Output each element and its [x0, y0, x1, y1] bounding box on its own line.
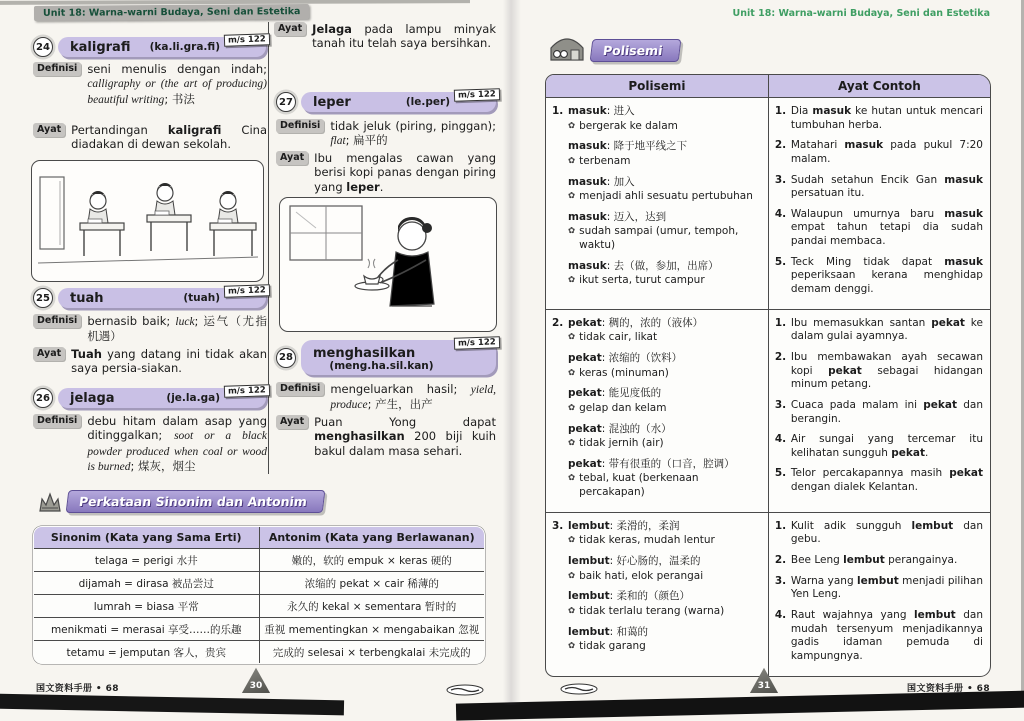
entry-number-badge: 25 — [33, 288, 53, 308]
entry-number-badge: 26 — [33, 388, 53, 408]
ayat-example — [775, 433, 983, 460]
synonym-antonym-table — [33, 526, 485, 664]
ayat-number: 1. — [774, 316, 787, 329]
ayat-number: 1. — [774, 105, 787, 117]
antonym-cell: 完成的 selesai × terbengkalai 未完成的 — [259, 641, 485, 664]
definisi-block — [33, 62, 267, 107]
ayat-example — [775, 575, 983, 602]
ayat-example — [775, 520, 983, 547]
headword: kaligrafi — [70, 39, 131, 55]
headword-pill — [58, 385, 267, 408]
ayat-example — [775, 609, 983, 664]
flower-bullet-icon: ✿ — [568, 605, 576, 616]
publisher-logo — [560, 683, 598, 695]
definisi-text: mengeluarkan hasil; yield, produce; 产生，出产 — [330, 382, 496, 412]
classroom-illustration — [31, 160, 264, 282]
antonym-cell: 嫩的，软的 empuk × keras 硬的 — [259, 549, 485, 572]
ayat-text: Ibu mengalas cawan yang berisi kopi panas dengan piring yang leper. — [314, 151, 496, 194]
gloss-text: keras (minuman) — [579, 366, 669, 379]
ayat-sentence: Warna yang lembut menjadi pilihan Yen Leng. — [790, 574, 983, 601]
polisemi-ayat-cell — [769, 310, 990, 512]
ayat-number: 4. — [774, 608, 787, 621]
sense-text: pekat: 混浊的（水） — [568, 422, 672, 435]
pronunciation: (le.per) — [405, 96, 450, 108]
definisi-label: Definisi — [33, 414, 81, 428]
synonym-column-header: Sinonim (Kata yang Sama Erti) — [34, 527, 260, 549]
headword-pill — [58, 285, 267, 308]
ayat-sentence: Dia masuk ke hutan untuk mencari tumbuhan herba. — [790, 105, 983, 131]
row-number — [552, 211, 568, 253]
ayat-number: 2. — [774, 139, 787, 152]
row-number — [552, 176, 568, 204]
row-number — [552, 458, 568, 500]
sense-item — [552, 317, 761, 345]
ayat-sentence: Sudah setahun Encik Gan masuk persatuan itu. — [790, 173, 983, 200]
definisi-text: tidak jeluk (piring, pinggan); flat; 扁平的 — [330, 119, 496, 148]
sense-item — [552, 176, 761, 204]
entry-number-badge: 27 — [276, 92, 296, 112]
row-number — [552, 352, 568, 380]
entry-menghasilkan — [276, 337, 497, 375]
synonym-section-banner — [37, 490, 324, 513]
sense-text: lembut: 柔滑的，柔润 — [568, 519, 680, 532]
sense-text: masuk: 迈入，达到 — [568, 210, 667, 223]
ayat-block — [33, 347, 267, 376]
ayat-block-jelaga — [274, 22, 496, 51]
row-number — [552, 260, 568, 288]
ayat-sentence: Matahari masuk pada pukul 7:20 malam. — [790, 139, 983, 165]
polisemi-senses-cell — [546, 513, 769, 676]
sense-text: lembut: 好心肠的，温柔的 — [568, 555, 701, 568]
scan-edge-bottom-right — [456, 690, 1024, 720]
sense-text: masuk: 加入 — [568, 175, 635, 188]
ayat-example — [775, 208, 983, 249]
polisemi-row — [546, 310, 990, 513]
ayat-block — [33, 123, 267, 152]
row-number: 3. — [552, 519, 564, 532]
page-ref-tag: m/s 122 — [454, 336, 500, 350]
ayat-example — [775, 139, 983, 166]
headword-pill — [301, 337, 497, 375]
book-spine — [503, 0, 521, 705]
publisher-logo — [446, 684, 484, 696]
synonym-antonym-row — [34, 618, 485, 641]
ayat-sentence: Walaupun umurnya baru masuk empat tahun tetapi dia sudah pandai membaca. — [790, 207, 983, 248]
pronunciation: (tuah) — [183, 292, 220, 304]
gloss-text: ikut serta, turut campur — [579, 274, 705, 287]
ayat-label: Ayat — [276, 415, 308, 429]
sense-text: pekat: 能见度低的 — [568, 387, 662, 400]
synonym-antonym-row — [34, 549, 485, 572]
sense-text: masuk: 去（做，参加，出席） — [568, 259, 719, 272]
flower-bullet-icon: ✿ — [568, 275, 576, 286]
polisemi-section-banner — [547, 34, 680, 62]
ayat-number: 4. — [774, 433, 787, 446]
ayat-sentence: Kulit adik sungguh lembut dan gebu. — [790, 519, 983, 546]
ayat-number: 5. — [774, 255, 787, 268]
pronunciation: (ka.li.gra.fi) — [149, 41, 220, 53]
sense-text: masuk: 降于地平线之下 — [568, 140, 688, 153]
ayat-sentence: Air sungai yang tercemar itu kelihatan sungguh pekat. — [790, 433, 983, 459]
ayat-block — [276, 415, 496, 458]
gloss-text: bergerak ke dalam — [579, 119, 678, 132]
sense-text: pekat: 带有很重的（口音，腔调） — [568, 457, 735, 470]
gloss-text: tidak keras, mudah lentur — [579, 534, 715, 547]
flower-bullet-icon: ✿ — [568, 641, 576, 652]
sense-item — [552, 211, 761, 253]
synonym-antonym-row — [34, 595, 485, 618]
ayat-label: Ayat — [274, 22, 306, 36]
sense-item — [552, 458, 761, 500]
gloss-text: gelap dan kelam — [579, 401, 667, 414]
page-tab-number: 31 — [757, 681, 771, 691]
entry-leper — [276, 89, 497, 112]
row-number: 1. — [552, 105, 564, 117]
flower-bullet-icon: ✿ — [568, 570, 576, 581]
headword-pill — [58, 34, 267, 57]
gloss-text: tidak terlalu terang (warna) — [579, 604, 725, 617]
ayat-label: Ayat — [33, 123, 65, 137]
gloss-text: tidak garang — [579, 640, 646, 653]
ayat-example — [775, 351, 983, 392]
polisemi-senses-cell — [546, 310, 769, 512]
flower-bullet-icon: ✿ — [568, 367, 576, 378]
headword: menghasilkan — [313, 346, 416, 361]
ayat-example — [775, 174, 983, 201]
synonym-cell: lumrah = biasa 平常 — [34, 595, 260, 618]
ayat-block — [276, 151, 496, 194]
sense-item — [552, 352, 761, 380]
ayat-contoh-column-header: Ayat Contoh — [838, 79, 921, 93]
gloss-text: terbenam — [579, 154, 631, 167]
section-title: Perkataan Sinonim dan Antonim — [66, 490, 326, 513]
ayat-example — [775, 467, 983, 494]
polisemi-row — [546, 513, 990, 676]
polisemi-ayat-cell — [769, 513, 990, 676]
ayat-sentence: Teck Ming tidak dapat masuk peperiksaan kerana menghidap demam denggi. — [790, 255, 983, 296]
polisemi-row — [546, 98, 990, 310]
ayat-text: Jelaga pada lampu minyak tanah itu telah saya bersihkan. — [312, 22, 496, 51]
definisi-block — [33, 314, 267, 344]
pronunciation: (meng.ha.sil.kan) — [329, 360, 434, 372]
sense-item — [552, 555, 761, 583]
pronunciation: (je.la.ga) — [166, 392, 220, 404]
row-number — [552, 590, 568, 618]
ayat-sentence: Ibu membawakan ayah secawan kopi pekat sebagai hidangan minum petang. — [790, 350, 983, 391]
ayat-number: 4. — [774, 207, 787, 220]
polisemi-table-header — [546, 75, 990, 98]
ayat-number: 5. — [774, 467, 787, 480]
sense-text: pekat: 浓缩的（饮料） — [568, 351, 683, 364]
unit-header-left: Unit 18: Warna-warni Budaya, Seni dan Estetika — [34, 4, 310, 21]
headword-pill — [301, 89, 497, 112]
headword: leper — [313, 94, 351, 110]
definisi-text: bernasib baik; luck; 运气（尤指机遇） — [87, 314, 267, 344]
ayat-number: 3. — [774, 574, 787, 587]
flower-bullet-icon: ✿ — [568, 332, 576, 343]
ayat-sentence: Bee Leng lembut perangainya. — [790, 554, 958, 567]
footer-right: 国文资料手册 • 68 — [907, 684, 990, 694]
row-number — [552, 626, 568, 654]
page-tab-right — [749, 667, 779, 693]
flower-bullet-icon: ✿ — [568, 402, 576, 413]
ayat-sentence: Ibu memasukkan santan pekat ke dalam gulai ayamnya. — [790, 316, 983, 343]
page-ref-tag: m/s 122 — [224, 284, 270, 298]
synonym-cell: dijamah = dirasa 被品尝过 — [34, 572, 260, 595]
definisi-label: Definisi — [33, 314, 81, 328]
ayat-example — [775, 105, 983, 132]
flower-bullet-icon: ✿ — [568, 191, 576, 202]
definisi-text: debu hitam dalam asap yang ditinggalkan; soot or a black powder produced when coal or wood is burned; 煤灰，烟尘 — [87, 414, 267, 474]
section-title: Polisemi — [590, 39, 681, 62]
antonym-cell: 重视 mementingkan × mengabaikan 忽视 — [259, 618, 485, 641]
sense-item — [552, 105, 761, 133]
definisi-text: seni menulis dengan indah; calligraphy or (the art of producing) beautiful writing; 书法 — [87, 62, 267, 106]
gloss-text: menjadi ahli sesuatu pertubuhan — [579, 190, 753, 203]
footer-left: 国文资料手册 • 68 — [36, 684, 119, 694]
headword: tuah — [70, 290, 104, 306]
ayat-number: 2. — [774, 350, 787, 363]
crown-icon — [37, 491, 63, 513]
ayat-number: 3. — [774, 173, 787, 186]
polisemi-table — [545, 74, 991, 677]
unit-header-right: Unit 18: Warna-warni Budaya, Seni dan Estetika — [732, 8, 990, 19]
sense-item — [552, 423, 761, 451]
row-number: 2. — [552, 316, 564, 329]
gloss-text: baik hati, elok perangai — [579, 569, 704, 582]
ayat-sentence: Raut wajahnya yang lembut dan mudah tersenyum menjadikannya gadis idaman pemuda di kampungnya. — [790, 608, 983, 662]
synonym-antonym-row — [34, 572, 485, 595]
definisi-block — [276, 119, 496, 149]
flower-bullet-icon: ✿ — [568, 473, 576, 484]
sense-item — [552, 260, 761, 288]
entry-jelaga — [33, 385, 267, 408]
polisemi-column-header: Polisemi — [546, 75, 769, 97]
ayat-number: 3. — [774, 398, 787, 411]
ayat-number: 1. — [774, 519, 787, 532]
row-number — [552, 387, 568, 415]
sense-text: lembut: 和蔼的 — [568, 625, 649, 638]
gloss-text: tidak jernih (air) — [579, 437, 664, 450]
entry-tuah — [33, 285, 267, 308]
gloss-text: sudah sampai (umur, tempoh, waktu) — [579, 225, 739, 252]
ayat-label: Ayat — [276, 151, 308, 165]
entry-kaligrafi — [33, 34, 267, 57]
definisi-label: Definisi — [33, 62, 81, 76]
ayat-sentence: Cuaca pada malam ini pekat dan berangin. — [790, 398, 983, 425]
antonym-cell: 浓缩的 pekat × cair 稀薄的 — [259, 572, 485, 595]
sense-item — [552, 590, 761, 618]
sense-item — [552, 626, 761, 654]
sense-item — [552, 387, 761, 415]
ayat-example — [775, 317, 983, 344]
gloss-text: tidak cair, likat — [579, 331, 658, 344]
entry-number-badge: 24 — [33, 37, 53, 57]
entry-number-badge: 28 — [276, 348, 296, 368]
row-number — [552, 423, 568, 451]
page-ref-tag: m/s 122 — [224, 384, 270, 398]
synonym-cell: telaga = perigi 水井 — [34, 549, 260, 572]
synonym-cell: tetamu = jemputan 客人，贵宾 — [34, 641, 260, 664]
definisi-block — [276, 382, 496, 413]
page-tab-left — [241, 667, 271, 693]
polisemi-senses-cell — [546, 98, 769, 309]
antonym-column-header: Antonim (Kata yang Berlawanan) — [259, 527, 485, 549]
ayat-text: Puan Yong dapat menghasilkan 200 biji kuih bakul dalam masa sehari. — [314, 415, 496, 458]
synonym-cell: menikmati = merasai 享受……的乐趣 — [34, 618, 260, 641]
row-number — [552, 555, 568, 583]
flower-bullet-icon: ✿ — [568, 155, 576, 166]
flower-bullet-icon: ✿ — [568, 438, 576, 449]
definisi-label: Definisi — [276, 382, 324, 396]
page-tab-number: 30 — [249, 681, 263, 691]
ayat-example — [775, 256, 983, 297]
page-ref-tag: m/s 122 — [224, 33, 270, 47]
ayat-number: 2. — [774, 554, 787, 567]
sense-item — [552, 520, 761, 548]
hut-icon — [547, 34, 587, 62]
antonym-cell: 永久的 kekal × sementara 暂时的 — [259, 595, 485, 618]
ayat-example — [775, 399, 983, 426]
ayat-text: Tuah yang datang ini tidak akan saya persia-siakan. — [71, 347, 267, 376]
gloss-text: tebal, kuat (berkenaan percakapan) — [579, 472, 699, 499]
flower-bullet-icon: ✿ — [568, 535, 576, 546]
serving-coffee-illustration — [279, 197, 497, 332]
ayat-label: Ayat — [33, 347, 65, 361]
definisi-label: Definisi — [276, 119, 324, 133]
flower-bullet-icon: ✿ — [568, 226, 576, 237]
page-ref-tag: m/s 122 — [454, 88, 500, 102]
sense-item — [552, 140, 761, 168]
sense-text: lembut: 柔和的（颜色） — [568, 590, 691, 603]
synonym-antonym-row — [34, 641, 485, 664]
flower-bullet-icon: ✿ — [568, 120, 576, 131]
sense-text: masuk: 进入 — [568, 105, 635, 117]
polisemi-ayat-cell — [769, 98, 990, 309]
headword: jelaga — [70, 390, 115, 406]
sense-text: pekat: 稠的，浓的（液体） — [568, 316, 704, 329]
ayat-sentence: Telor percakapannya masih pekat dengan dialek Kelantan. — [790, 467, 983, 494]
column-divider — [268, 22, 269, 474]
row-number — [552, 140, 568, 168]
definisi-block — [33, 414, 267, 475]
ayat-example — [775, 554, 983, 568]
ayat-text: Pertandingan kaligrafi Cina diadakan di dewan sekolah. — [71, 123, 267, 152]
